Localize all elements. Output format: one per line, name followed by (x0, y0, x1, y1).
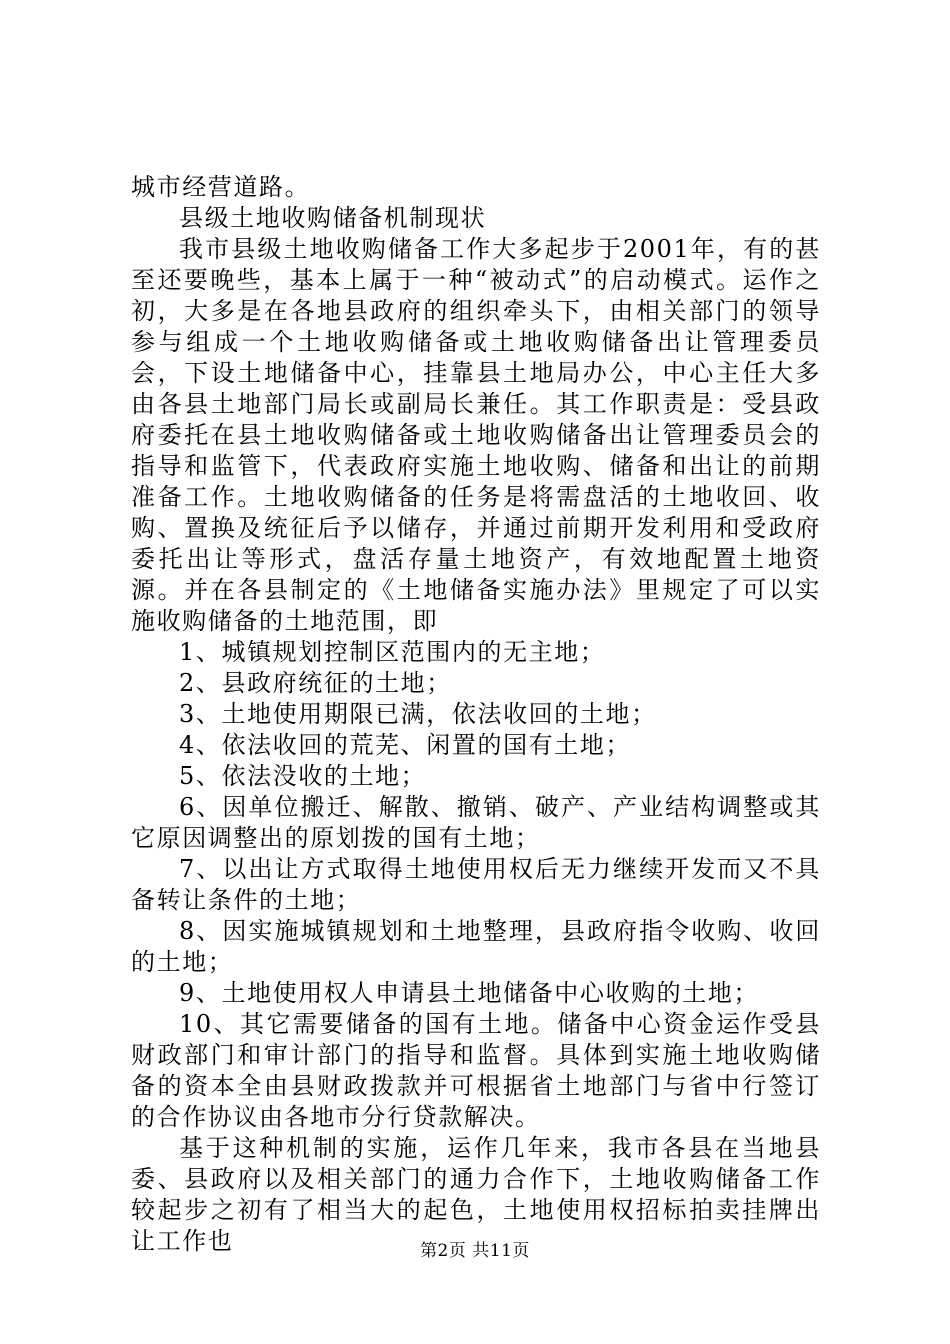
page-number-footer: 第2页 共11页 (420, 1241, 530, 1261)
list-item-7: 7、以出让方式取得土地使用权后无力继续开发而又不具备转让条件的土地； (131, 855, 821, 914)
paragraph-intro: 我市县级土地收购储备工作大多起步于2001年，有的甚至还要晚些，基本上属于一种“被动式”的启动模式。运作之初，大多是在各地县政府的组织牵头下，由相关部门的领导参与组成一个土地收购储备或土地收购储备出让管理委员会，下设土地储备中心，挂靠县土地局办公，中心主任大多由各县土地部门局长或副局长兼任。其工作职责是：受县政府委托在县土地收购储备或土地收购储备出让管理委员会的指导和监管下，代表政府实施土地收购、储备和出让的前期准备工作。土地收购储备的任务是将需盘活的土地收回、收购、置换及统征后予以储存，并通过前期开发利用和受政府委托出让等形式，盘活存量土地资产，有效地配置土地资源。并在各县制定的《土地储备实施办法》里规定了可以实施收购储备的土地范围，即 (131, 235, 821, 635)
list-item-2: 2、县政府统征的土地； (179, 669, 452, 697)
list-item-4: 4、依法收回的荒芜、闲置的国有土地； (179, 731, 632, 759)
section-heading: 县级土地收购储备机制现状 (179, 204, 487, 232)
list-item-1: 1、城镇规划控制区范围内的无主地； (179, 638, 606, 666)
list-item-6: 6、因单位搬迁、解散、撤销、破产、产业结构调整或其它原因调整出的原划拨的国有土地； (131, 793, 821, 852)
paragraph-continuation: 城市经营道路。 (131, 173, 311, 201)
list-item-5: 5、依法没收的土地； (179, 762, 427, 790)
list-item-3: 3、土地使用期限已满，依法收回的土地； (179, 700, 657, 728)
list-item-10: 10、其它需要储备的国有土地。储备中心资金运作受县财政部门和审计部门的指导和监督。具体到实施土地收购储备的资本全由县财政拨款并可根据省土地部门与省中行签订的合作协议由各地市分行贷款解决。 (131, 1010, 821, 1131)
paragraph-results: 基于这种机制的实施，运作几年来，我市各县在当地县委、县政府以及相关部门的通力合作下，土地收购储备工作较起步之初有了相当大的起色，土地使用权招标拍卖挂牌出让工作也 (131, 1134, 821, 1255)
list-item-9: 9、土地使用权人申请县土地储备中心收购的土地； (179, 979, 760, 1007)
document-body (131, 172, 821, 1257)
list-item-8: 8、因实施城镇规划和土地整理，县政府指令收购、收回的土地； (131, 917, 821, 976)
